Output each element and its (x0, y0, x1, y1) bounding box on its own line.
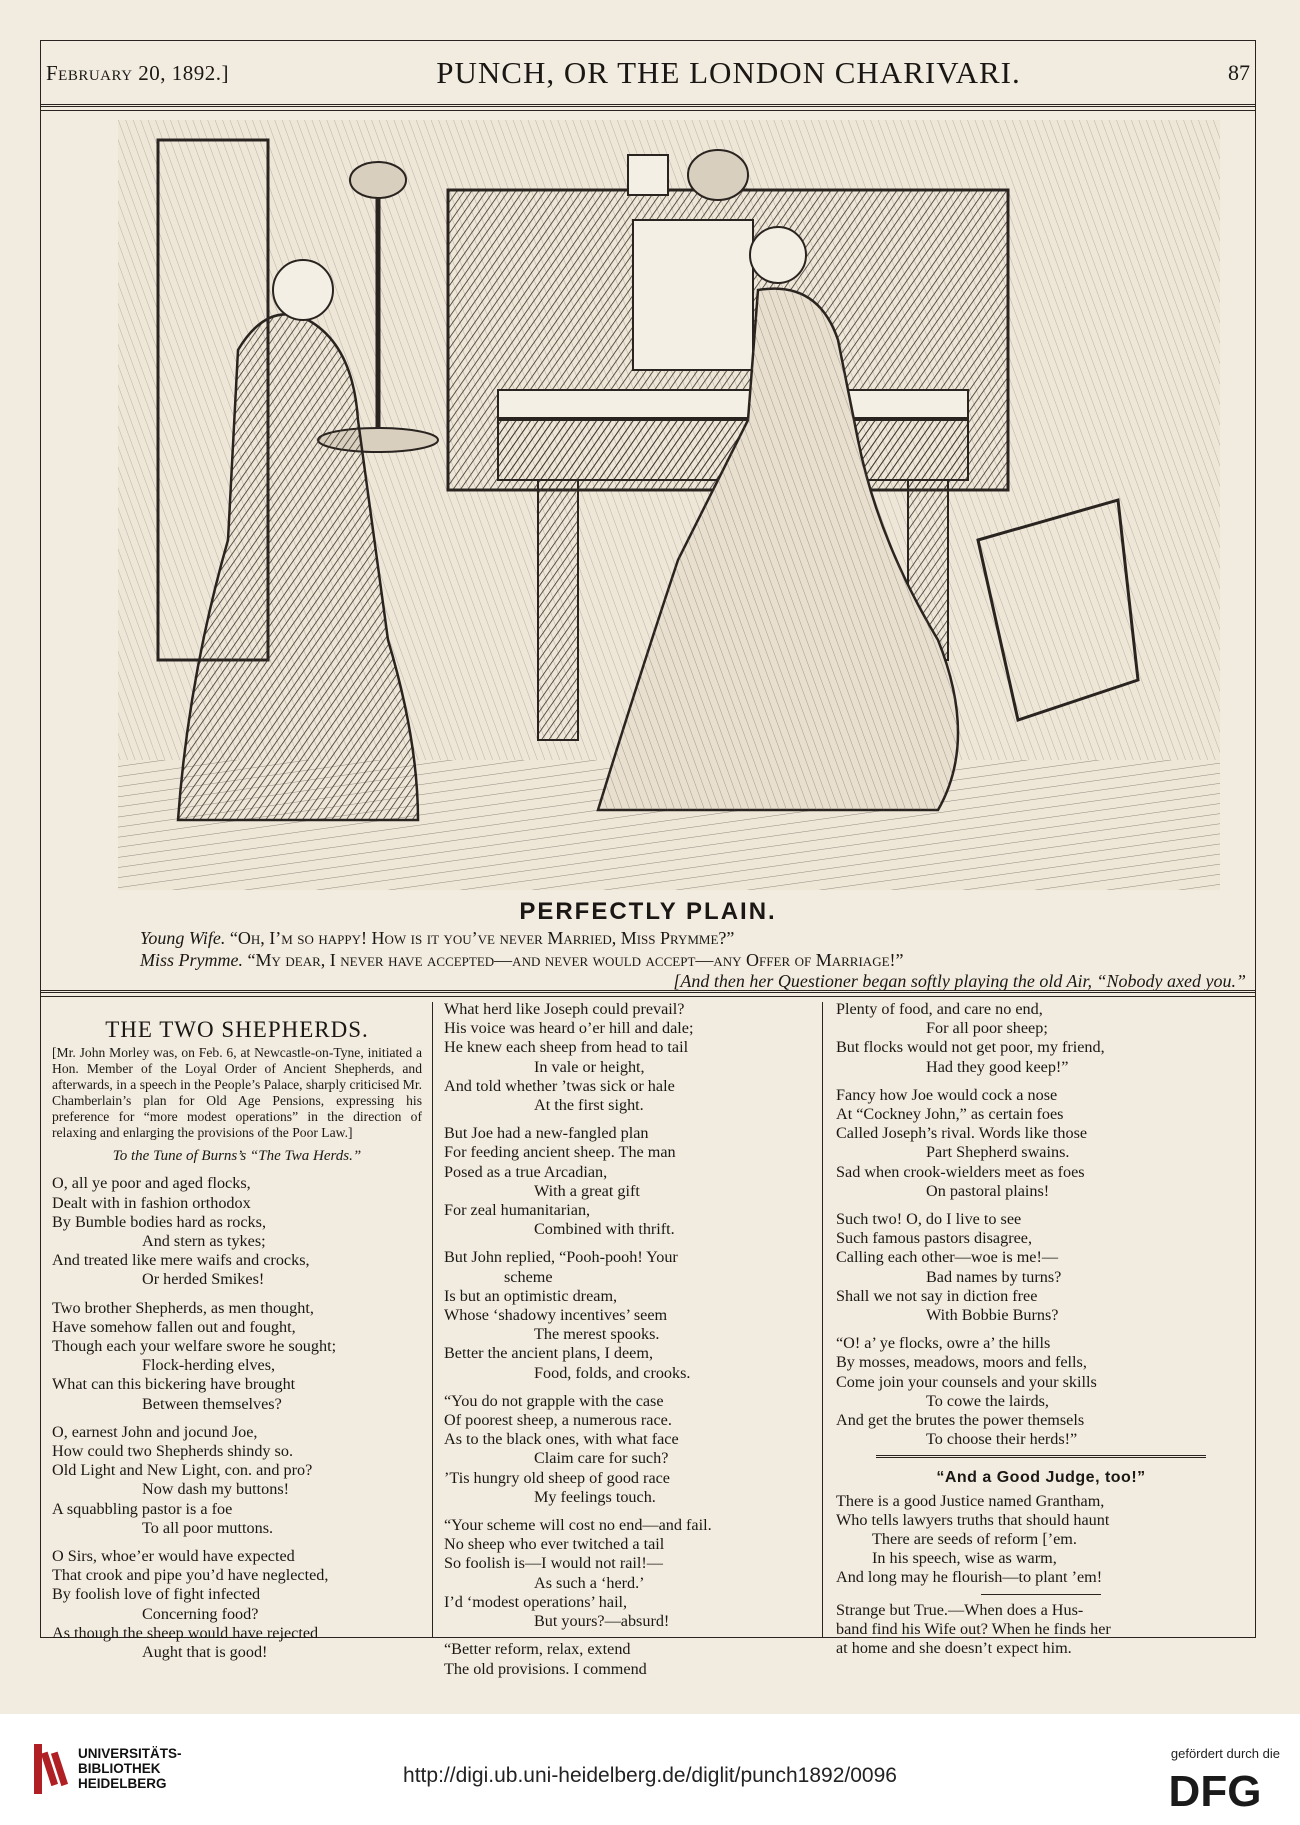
poem-line: And treated like mere waifs and crocks, (52, 1251, 310, 1270)
poem-line: For zeal humanitarian, (444, 1201, 591, 1220)
poem-line: Combined with thrift. (534, 1220, 675, 1239)
poem-line: Have somehow fallen out and fought, (52, 1317, 296, 1336)
poem-line: Whose ‘shadowy incentives’ seem (444, 1306, 668, 1325)
poem-line: Come join your counsels and your skills (836, 1372, 1097, 1391)
joke-line-1: Strange but True.—When does a Hus- (836, 1600, 1084, 1619)
poem-line: Plenty of food, and care no end, (836, 1000, 1043, 1018)
poem-line: But Joe had a new-fangled plan (444, 1124, 649, 1143)
poem-line: By mosses, meadows, moors and fells, (836, 1353, 1087, 1372)
poem-line: For all poor sheep; (926, 1019, 1048, 1038)
poem-line: Shall we not say in diction free (836, 1286, 1038, 1305)
poem-line: The merest spooks. (534, 1325, 660, 1344)
poem-column-2 (444, 1000, 814, 1679)
poem-line: Dealt with in fashion orthodox (52, 1193, 251, 1212)
poem-line: scheme (504, 1267, 553, 1286)
poem-line: His voice was heard o’er hill and dale; (444, 1019, 694, 1038)
stanza-gap (444, 1239, 814, 1248)
poem-line: And stern as tykes; (142, 1232, 266, 1251)
section-rule (981, 1594, 1101, 1595)
column-separator-1 (432, 1002, 433, 1637)
caption-speaker-2: Miss Prymme. (140, 950, 243, 970)
caption-stage-direction: [And then her Questioner began softly playing the old Air, “Nobody axed you.” (673, 971, 1246, 991)
poem-line: Old Light and New Light, con. and pro? (52, 1461, 313, 1480)
poem-line: But John replied, “Pooh-pooh! Your (444, 1248, 678, 1267)
stanza-gap (444, 1631, 814, 1640)
poem-line: To cowe the lairds, (926, 1391, 1049, 1410)
poem-line: Aught that is good! (142, 1643, 268, 1662)
stanza-gap (444, 1115, 814, 1124)
cartoon-illustration (118, 120, 1220, 890)
caption-quote-2: “My dear, I never have accepted—and never would accept—any Offer of Marriage!” (247, 950, 904, 970)
article-tune: To the Tune of Burns’s “The Twa Herds.” (112, 1148, 362, 1165)
poem-line: Sad when crook-wielders meet as foes (836, 1162, 1085, 1181)
stanza-gap (52, 1538, 422, 1547)
poem-line: Such famous pastors disagree, (836, 1229, 1033, 1248)
poem-line: But yours?—absurd! (534, 1612, 670, 1631)
funding-caption: gefördert durch die (1170, 1746, 1280, 1761)
poem-line: O, earnest John and jocund Joe, (52, 1422, 258, 1441)
poem-line: At “Cockney John,” as certain foes (836, 1105, 1064, 1124)
poem-line: With Bobbie Burns? (926, 1306, 1059, 1325)
stanza-gap (52, 1290, 422, 1299)
stanza-gap (444, 1383, 814, 1392)
poem-line: Of poorest sheep, a numerous race. (444, 1411, 672, 1430)
poem-line: Such two! O, do I live to see (836, 1210, 1022, 1229)
poem-line: With a great gift (534, 1181, 640, 1200)
poem-column-3 (836, 1000, 1246, 1449)
poem-line: As such a ‘herd.’ (534, 1573, 645, 1592)
poem-line: In his speech, wise as warm, (872, 1549, 1057, 1568)
poem-line: By Bumble bodies hard as rocks, (52, 1212, 267, 1231)
poem-column-1 (52, 1174, 422, 1662)
cartoon-title: PERFECTLY PLAIN. (519, 898, 777, 925)
poem-line: A squabbling pastor is a foe (52, 1499, 233, 1518)
poem-line: He knew each sheep from head to tail (444, 1038, 689, 1057)
header-double-rule (40, 104, 1256, 111)
poem-line: Is but an optimistic dream, (444, 1286, 618, 1305)
poem-line: As to the black ones, with what face (444, 1430, 679, 1449)
poem-line: Bad names by turns? (926, 1267, 1062, 1286)
stanza-gap (836, 1325, 1246, 1334)
poem-line: I’d ‘modest operations’ hail, (444, 1592, 628, 1611)
poem-line: But flocks would not get poor, my friend, (836, 1038, 1105, 1057)
poem-line: Calling each other—woe is me!— (836, 1248, 1059, 1267)
poem-line: Claim care for such? (534, 1449, 669, 1468)
caption-line-3 (673, 971, 1246, 992)
joke-line-3: at home and she doesn’t expect him. (836, 1639, 1072, 1658)
poem-line: There is a good Justice named Grantham, (836, 1491, 1105, 1510)
limerick-title: “And a Good Judge, too!” (936, 1469, 1146, 1487)
column-separator-2 (822, 1002, 823, 1637)
poem-line: For feeding ancient sheep. The man (444, 1143, 676, 1162)
column-1 (52, 1006, 422, 1662)
caption-line-1 (140, 928, 734, 949)
poem-line: “O! a’ ye flocks, owre a’ the hills (836, 1334, 1051, 1353)
poem-line: Or herded Smikes! (142, 1270, 265, 1289)
poem-line: O, all ye poor and aged flocks, (52, 1174, 251, 1193)
poem-line: There are seeds of reform [’em. (872, 1530, 1077, 1549)
column-3 (836, 1000, 1246, 1658)
poem-line: Food, folds, and crooks. (534, 1363, 691, 1382)
poem-line: What herd like Joseph could prevail? (444, 1000, 685, 1018)
poem-line: Concerning food? (142, 1604, 259, 1623)
article-intro: [Mr. John Morley was, on Feb. 6, at Newcastle-on-Tyne, initiated a Hon. Member of the Loyal Order of Ancient Shepherds, and afterwards, in a speech in the People’s Palace, sharply criticised Mr. Chamberlain’s plan for Old Age Pensions, expressing his preference for “more modest operations” in the direction of relaxing and enlarging the provisions of the Poor Law.] (52, 1045, 422, 1141)
library-name-line-3: HEIDELBERG (78, 1776, 167, 1791)
poem-line: In vale or height, (534, 1057, 645, 1076)
page-number: 87 (1227, 60, 1250, 85)
stanza-gap (444, 1507, 814, 1516)
limerick-text (836, 1492, 1246, 1588)
left-rule (40, 40, 41, 1638)
issue-date: February 20, 1892.] (46, 60, 230, 85)
poem-line: What can this bickering have brought (52, 1375, 296, 1394)
poem-line: ’Tis hungry old sheep of good race (444, 1468, 670, 1487)
magazine-page (40, 40, 1256, 1678)
masthead-title: PUNCH, OR THE LONDON CHARIVARI. (436, 55, 1021, 90)
poem-line: How could two Shepherds shindy so. (52, 1442, 294, 1461)
column-2 (444, 1000, 814, 1679)
poem-line: No sheep who ever twitched a tail (444, 1535, 665, 1554)
poem-line: Better the ancient plans, I deem, (444, 1344, 654, 1363)
library-name-line-2: BIBLIOTHEK (78, 1761, 161, 1776)
poem-line: The old provisions. I commend (444, 1659, 647, 1678)
poem-line: Called Joseph’s rival. Words like those (836, 1124, 1088, 1143)
poem-line: Though each your welfare swore he sought; (52, 1337, 337, 1356)
columns-double-rule (40, 990, 1256, 997)
top-rule (40, 40, 1256, 41)
running-header (46, 50, 1250, 96)
poem-line: “Better reform, relax, extend (444, 1640, 631, 1659)
caption-line-2 (140, 950, 904, 971)
dfg-logo-text: DFG (1168, 1768, 1262, 1810)
poem-line: “You do not grapple with the case (444, 1391, 664, 1410)
dfg-logo-icon (1150, 1768, 1280, 1810)
article-title: THE TWO SHEPHERDS. (105, 1017, 369, 1042)
poem-line: Who tells lawyers truths that should haunt (836, 1510, 1110, 1529)
caption-speaker-1: Young Wife. (140, 928, 226, 948)
poem-line: And long may he flourish—to plant ’em! (836, 1568, 1103, 1587)
poem-line: O Sirs, whoe’er would have expected (52, 1547, 295, 1566)
joke-line-2: band find his Wife out? When he finds her (836, 1619, 1111, 1638)
poem-line: Now dash my buttons! (142, 1480, 290, 1499)
poem-line: On pastoral plains! (926, 1181, 1050, 1200)
poem-line: By foolish love of fight infected (52, 1585, 261, 1604)
poem-line: And told whether ’twas sick or hale (444, 1076, 675, 1095)
library-name-line-1: UNIVERSITÄTS- (78, 1746, 182, 1761)
poem-line: Part Shepherd swains. (926, 1143, 1070, 1162)
source-url[interactable]: http://digi.ub.uni-heidelberg.de/diglit/punch1892/0096 (403, 1764, 897, 1787)
stanza-gap (52, 1414, 422, 1423)
caption-quote-1: “Oh, I’m so happy! How is it you’ve never Married, Miss Prymme?” (229, 928, 735, 948)
digitization-footer (0, 1714, 1300, 1825)
section-double-rule (876, 1455, 1206, 1458)
poem-line: Flock-herding elves, (142, 1356, 276, 1375)
poem-line: To all poor muttons. (142, 1518, 274, 1537)
stanza-gap (836, 1077, 1246, 1086)
poem-line: “Your scheme will cost no end—and fail. (444, 1516, 712, 1535)
poem-line: Two brother Shepherds, as men thought, (52, 1298, 314, 1317)
poem-line: Fancy how Joe would cock a nose (836, 1085, 1058, 1104)
poem-line: So foolish is—I would not rail!— (444, 1554, 663, 1573)
poem-line: That crook and pipe you’d have neglected, (52, 1566, 329, 1585)
poem-line: My feelings touch. (534, 1487, 656, 1506)
stanza-gap (836, 1201, 1246, 1210)
poem-line: To choose their herds!” (926, 1430, 1078, 1449)
poem-line: Between themselves? (142, 1394, 282, 1413)
poem-line: As though the sheep would have rejected (52, 1623, 319, 1642)
poem-line: Posed as a true Arcadian, (444, 1162, 608, 1181)
poem-line: Had they good keep!” (926, 1057, 1069, 1076)
right-rule (1255, 40, 1256, 1638)
poem-line: And get the brutes the power themsels (836, 1411, 1085, 1430)
poem-line: At the first sight. (534, 1096, 644, 1115)
cartoon-drawing (118, 120, 1220, 890)
